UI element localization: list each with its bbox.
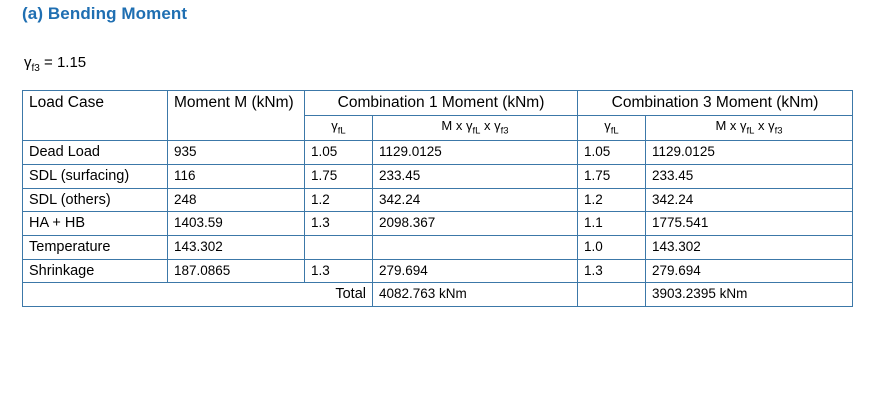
header-load-case: Load Case [23,91,168,141]
row-c1-gamma: 1.05 [305,141,373,165]
row-c3-gamma: 1.0 [578,236,646,260]
page-title: (a) Bending Moment [22,4,188,23]
row-c1-product: 279.694 [373,259,578,283]
row-c1-product: 342.24 [373,188,578,212]
row-load-case: Temperature [23,236,168,260]
header-gamma-fl-comb1: $\gamma_{fL}$ [305,115,373,141]
row-c3-gamma: 1.2 [578,188,646,212]
table-total-row [23,283,853,307]
row-c3-product: 279.694 [646,259,853,283]
row-c1-gamma [305,236,373,260]
row-c3-gamma: 1.05 [578,141,646,165]
table-row [23,141,853,165]
total-spacer-cell [23,283,168,307]
table-row [23,259,853,283]
row-load-case: Shrinkage [23,259,168,283]
row-c3-gamma: 1.1 [578,212,646,236]
table-row [23,188,853,212]
header-product-comb3: M x $\gamma_{fL}$ x $\gamma_{f3}$ [646,115,853,141]
total-spacer-cell-2 [168,283,305,307]
row-moment: 935 [168,141,305,165]
row-load-case: SDL (surfacing) [23,165,168,189]
row-moment: 1403.59 [168,212,305,236]
bending-moment-table [22,90,853,307]
row-moment: 143.302 [168,236,305,260]
row-c1-gamma: 1.3 [305,259,373,283]
row-c3-gamma: 1.3 [578,259,646,283]
row-load-case: SDL (others) [23,188,168,212]
total-blank-cell [578,283,646,307]
row-c1-product: 1129.0125 [373,141,578,165]
row-c3-product: 143.302 [646,236,853,260]
row-moment: 187.0865 [168,259,305,283]
row-load-case: Dead Load [23,141,168,165]
row-c1-product: 233.45 [373,165,578,189]
row-moment: 116 [168,165,305,189]
header-product-comb1: M x $\gamma_{fL}$ x $\gamma_{f3}$ [373,115,578,141]
table-row [23,236,853,260]
row-c3-product: 1129.0125 [646,141,853,165]
header-gamma-fl-comb3: $\gamma_{fL}$ [578,115,646,141]
total-label: Total [305,283,373,307]
row-c3-product: 342.24 [646,188,853,212]
gamma-f3-note [24,54,86,74]
gamma-subscript: f3 [31,63,40,74]
header-moment: Moment M (kNm) [168,91,305,141]
table-header-row-main [23,91,853,116]
row-c3-gamma: 1.75 [578,165,646,189]
row-c3-product: 233.45 [646,165,853,189]
row-c1-product: 2098.367 [373,212,578,236]
total-comb3: 3903.2395 kNm [646,283,853,307]
row-c3-product: 1775.541 [646,212,853,236]
row-c1-product [373,236,578,260]
total-comb1: 4082.763 kNm [373,283,578,307]
row-c1-gamma: 1.3 [305,212,373,236]
row-c1-gamma: 1.75 [305,165,373,189]
table-row [23,165,853,189]
header-combination-3: Combination 3 Moment (kNm) [578,91,853,116]
header-combination-1: Combination 1 Moment (kNm) [305,91,578,116]
gamma-value: = 1.15 [44,54,87,71]
row-moment: 248 [168,188,305,212]
gamma-symbol: γ [24,54,32,71]
table-row [23,212,853,236]
row-load-case: HA + HB [23,212,168,236]
row-c1-gamma: 1.2 [305,188,373,212]
